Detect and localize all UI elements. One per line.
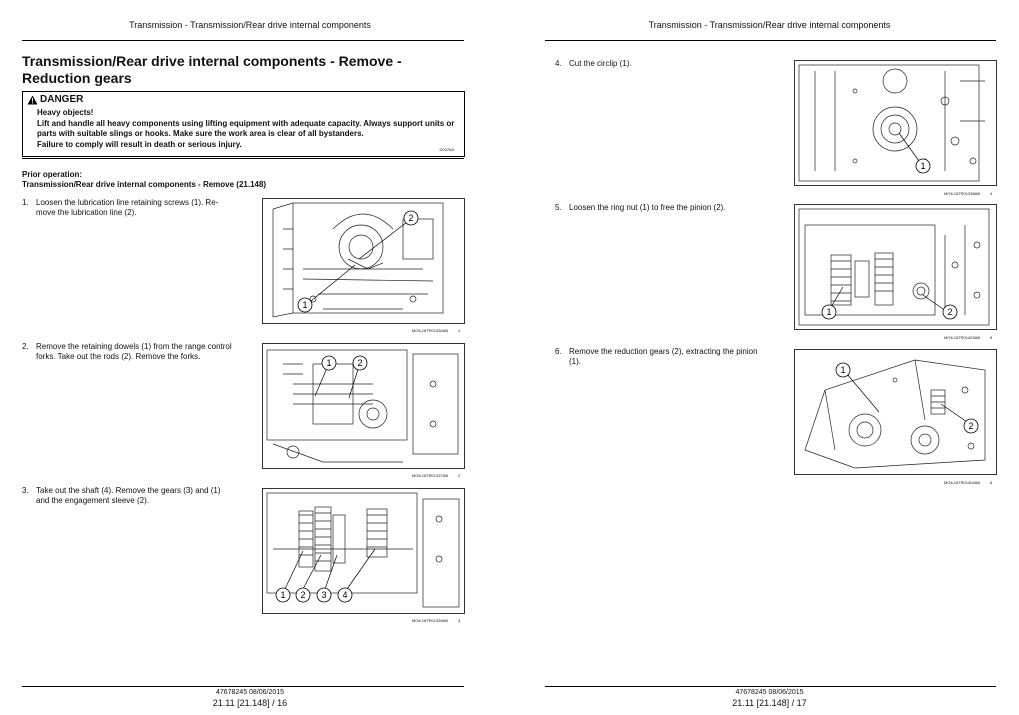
callout-1: 1 — [280, 590, 286, 600]
figure-code: MOIL18TR01339AB — [412, 618, 449, 623]
step-text — [36, 198, 218, 218]
danger-heading: Heavy objects! — [37, 108, 94, 117]
step-line: Remove the retaining dowels (1) from the range control — [36, 342, 232, 351]
callout-2: 2 — [947, 307, 953, 317]
footer-code: 47678245 08/06/2015 — [735, 689, 804, 696]
figure-4 — [794, 60, 997, 186]
figure-1 — [262, 198, 465, 324]
danger-box — [22, 91, 465, 157]
step-text — [569, 347, 758, 367]
header-rule — [22, 40, 464, 41]
callout-1: 1 — [840, 365, 846, 375]
figure-5 — [794, 204, 997, 330]
callout-3: 3 — [321, 590, 327, 600]
figure-5-drawing — [795, 205, 996, 329]
step-number: 6. — [555, 347, 562, 356]
danger-body — [37, 108, 457, 150]
figure-number: 3 — [458, 618, 461, 623]
figure-1-drawing — [263, 199, 464, 323]
header-rule — [545, 40, 996, 41]
callout-2: 2 — [357, 358, 363, 368]
figure-4-drawing — [795, 61, 996, 185]
left-page — [0, 0, 500, 715]
callout-1: 1 — [826, 307, 832, 317]
danger-label: DANGER — [40, 94, 84, 105]
figure-6 — [794, 349, 997, 475]
step-line: Loosen the lubrication line retaining screws (1). Re- — [36, 198, 219, 207]
figure-code: MOIL18TR01337AB — [412, 473, 449, 478]
figure-number: 1 — [458, 328, 461, 333]
section-rule — [22, 158, 464, 159]
figure-3-drawing — [263, 489, 464, 613]
step-line: (1). — [569, 357, 581, 366]
callout-1: 1 — [302, 300, 308, 310]
right-page — [520, 0, 1019, 715]
callout-2: 2 — [300, 590, 306, 600]
step-text — [36, 342, 232, 362]
footer-rule — [545, 686, 996, 687]
figure-number: 4 — [990, 191, 993, 196]
footer-page-number: 21.11 [21.148] / 16 — [212, 698, 288, 708]
step-line: Loosen the ring nut (1) to free the pinion (2). — [569, 203, 726, 212]
callout-group — [298, 211, 418, 312]
warning-triangle-icon — [27, 95, 38, 105]
callout-2: 2 — [408, 213, 414, 223]
step-number: 1. — [22, 198, 29, 207]
step-line: forks. Take out the rods (2). Remove the forks. — [36, 352, 201, 361]
figure-code: MOIL18TR01338AB — [944, 191, 981, 196]
step-line: and the engagement sleeve (2). — [36, 496, 149, 505]
step-line: Take out the shaft (4). Remove the gears (3) and (1) — [36, 486, 221, 495]
figure-2-drawing — [263, 344, 464, 468]
callout-1: 1 — [920, 161, 926, 171]
figure-6-drawing — [795, 350, 996, 474]
callout-group — [822, 287, 957, 319]
step-number: 4. — [555, 59, 562, 68]
step-number: 5. — [555, 203, 562, 212]
callout-group — [315, 356, 367, 398]
danger-text: Lift and handle all heavy components using lifting equipment with adequate capacity. Always support units or parts with suitable slings or hooks. Make sure the work area is clear of all bystanders. — [37, 118, 455, 138]
figure-code: MOIL18TR01403AB — [944, 335, 981, 340]
figure-code: MOIL18TR01404AB — [944, 480, 981, 485]
callout-1: 1 — [326, 358, 332, 368]
figure-3 — [262, 488, 465, 614]
danger-code: D0076A — [439, 147, 454, 152]
step-number: 3. — [22, 486, 29, 495]
step-line: Cut the circlip (1). — [569, 59, 632, 68]
prior-operation — [22, 170, 266, 190]
callout-2: 2 — [968, 421, 974, 431]
callout-group — [836, 363, 978, 433]
callout-group — [276, 549, 375, 602]
danger-header — [27, 94, 83, 105]
figure-number: 2 — [458, 473, 461, 478]
figure-2 — [262, 343, 465, 469]
figure-number: 6 — [990, 480, 993, 485]
step-line: move the lubrication line (2). — [36, 208, 137, 217]
running-header: Transmission - Transmission/Rear drive internal components — [129, 20, 371, 30]
footer-page-number: 21.11 [21.148] / 17 — [732, 698, 807, 708]
callout-4: 4 — [342, 590, 348, 600]
footer-rule — [22, 686, 464, 687]
running-header: Transmission - Transmission/Rear drive internal components — [648, 20, 891, 30]
step-text — [36, 486, 221, 506]
footer-code: 47678245 08/06/2015 — [215, 689, 285, 696]
step-text — [569, 59, 632, 69]
step-line: Remove the reduction gears (2), extracting the pinion — [569, 347, 758, 356]
step-text — [569, 203, 726, 213]
prior-label: Prior operation: — [22, 170, 83, 179]
danger-failure: Failure to comply will result in death or serious injury. — [37, 139, 242, 149]
step-number: 2. — [22, 342, 29, 351]
figure-number: 5 — [990, 335, 993, 340]
figure-code: MOIL18TR01330AB — [412, 328, 449, 333]
page-title: Transmission/Rear drive internal components - Remove - Reduction gears — [22, 53, 402, 86]
prior-link[interactable]: Transmission/Rear drive internal components - Remove (21.148) — [22, 180, 267, 189]
